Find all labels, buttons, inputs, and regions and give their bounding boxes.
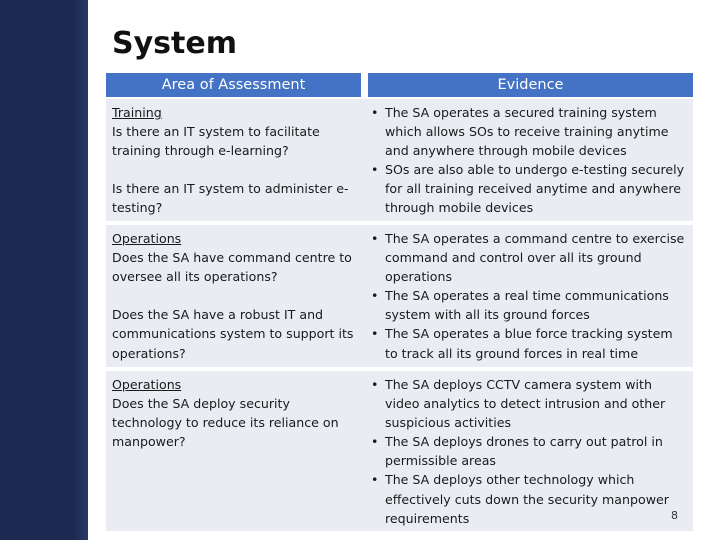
assessment-cell bbox=[106, 99, 361, 221]
evidence-cell bbox=[361, 99, 693, 221]
header-area-of-assessment: Area of Assessment bbox=[106, 73, 361, 99]
question-text: Is there an IT system to administer e-testing? bbox=[112, 181, 349, 216]
table-header-row bbox=[106, 73, 693, 99]
question-text: Does the SA deploy security technology to reduce its reliance on manpower? bbox=[112, 396, 339, 450]
slide-number: 8 bbox=[671, 509, 678, 522]
evidence-item: • The SA deploys drones to carry out patrol in permissible areas bbox=[369, 432, 685, 470]
assessment-cell bbox=[106, 225, 361, 367]
question-text: Does the SA have command centre to oversee all its operations? bbox=[112, 250, 352, 285]
table-row bbox=[106, 221, 693, 367]
assessment-table bbox=[106, 73, 693, 531]
evidence-item: • The SA deploys other technology which effectively cuts down the security manpower requirements bbox=[369, 470, 685, 527]
evidence-item: • SOs are also able to undergo e-testing securely for all training received anytime and anywhere through mobile devices bbox=[369, 160, 685, 217]
header-evidence: Evidence bbox=[368, 73, 693, 99]
category-label: Operations bbox=[112, 231, 182, 246]
evidence-item: • The SA operates a secured training system which allows SOs to receive training anytime and anywhere through mobile devices bbox=[369, 103, 685, 160]
evidence-cell bbox=[361, 371, 693, 531]
evidence-item: • The SA operates a command centre to exercise command and control over all its ground operations bbox=[369, 229, 685, 286]
evidence-item: • The SA operates a real time communications system with all its ground forces bbox=[369, 286, 685, 324]
question-text: Is there an IT system to facilitate training through e-learning? bbox=[112, 124, 320, 159]
side-bar bbox=[0, 0, 88, 540]
question-text: Does the SA have a robust IT and communications system to support its operations? bbox=[112, 307, 354, 361]
evidence-item: • The SA operates a blue force tracking system to track all its ground forces in real time bbox=[369, 324, 685, 362]
category-label: Training bbox=[112, 105, 162, 120]
table-row bbox=[106, 99, 693, 221]
evidence-cell bbox=[361, 225, 693, 367]
table-row bbox=[106, 367, 693, 531]
category-label: Operations bbox=[112, 377, 182, 392]
assessment-cell bbox=[106, 371, 361, 531]
page-title: System bbox=[112, 26, 237, 61]
evidence-item: • The SA deploys CCTV camera system with video analytics to detect intrusion and other suspicious activities bbox=[369, 375, 685, 432]
